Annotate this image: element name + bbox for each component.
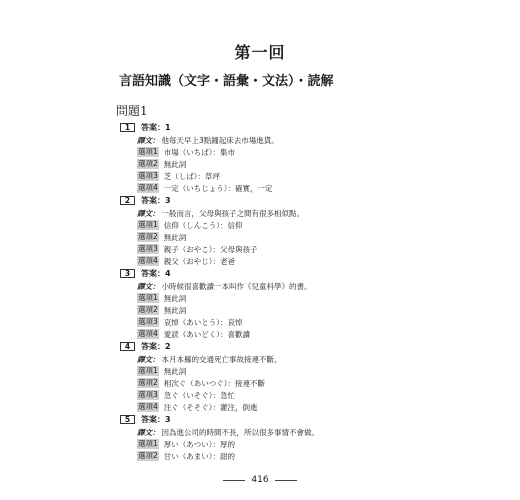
option-text: 相次ぐ（あいつぐ）：接連不斷 [163, 378, 266, 388]
option-text: 親父（おやじ）：老爸 [163, 256, 236, 266]
option-label: 選項4 [138, 402, 158, 411]
option-label: 選項2 [138, 378, 158, 387]
option-text: 無此詞 [163, 366, 187, 376]
option-label: 選項3 [138, 244, 158, 253]
question-number: 2 [120, 196, 135, 205]
question-number: 1 [120, 123, 135, 132]
option-text: 無此詞 [163, 159, 187, 169]
page-footer [0, 475, 520, 485]
translation-label: 譯文： [137, 354, 160, 364]
option-text: 無此詞 [163, 232, 187, 242]
question-number: 3 [120, 269, 135, 278]
option-text: 急ぐ（いそぐ）：急忙 [163, 390, 236, 400]
option-label: 選項3 [138, 317, 158, 326]
option-label: 選項2 [138, 451, 158, 460]
answer-label: 答案：2 [141, 342, 171, 351]
question-block [119, 340, 439, 413]
question-block [119, 413, 439, 462]
translation-label: 譯文： [137, 208, 160, 218]
translation-label: 譯文： [137, 135, 160, 145]
answer-label: 答案：4 [141, 269, 171, 278]
option-text: 無此詞 [163, 293, 187, 303]
option-label: 選項1 [138, 147, 158, 156]
answer-label: 答案：1 [141, 123, 171, 132]
option-label: 選項2 [138, 159, 158, 168]
footer-rule-right [275, 480, 297, 481]
option-label: 選項1 [138, 366, 158, 375]
option-label: 選項1 [138, 220, 158, 229]
option-text: 愛読（あいどく）：喜歡讀 [163, 329, 251, 339]
option-text: 芝（しば）：草坪 [163, 171, 221, 181]
option-text: 無此詞 [163, 305, 187, 315]
option-label: 選項4 [138, 329, 158, 338]
option-label: 選項4 [138, 256, 158, 265]
option-text: 一定（いちじょう）：確實，一定 [163, 183, 273, 193]
translation-text: 小時候很喜歡讀一本叫作《兒童科學》的書。 [161, 281, 312, 291]
page-number: 416 [251, 475, 269, 485]
option-label: 選項2 [138, 305, 158, 314]
answer-label: 答案：3 [141, 196, 171, 205]
translation-label: 譯文： [137, 281, 160, 291]
question-number: 5 [120, 415, 135, 424]
section-title: 言語知識（文字・語彙・文法）・読解 [119, 74, 334, 89]
page-title: 第一回 [234, 43, 286, 62]
answer-label: 答案：3 [141, 415, 171, 424]
option-text: 市場（いちば）：集市 [163, 147, 236, 157]
option-label: 選項1 [138, 293, 158, 302]
footer-rule-left [223, 480, 245, 481]
question-block [119, 194, 439, 267]
option-label: 選項2 [138, 232, 158, 241]
option-text: 信仰（しんこう）：信仰 [163, 220, 243, 230]
option-label: 選項3 [138, 390, 158, 399]
option-label: 選項1 [138, 439, 158, 448]
option-text: 甘い（あまい）：甜的 [163, 451, 236, 461]
question-block [119, 121, 439, 194]
option-text: 厚い（あつい）：厚的 [163, 439, 236, 449]
option-label: 選項4 [138, 183, 158, 192]
question-number: 4 [120, 342, 135, 351]
problem-heading: 問題1 [116, 104, 148, 118]
option-text: 哀悼（あいとう）：哀悼 [163, 317, 243, 327]
translation-text: 他每天早上3點鐘起床去市場進貨。 [161, 135, 279, 145]
translation-text: 因為進公司的時間不長，所以很多事情不會做。 [161, 427, 319, 437]
question-block [119, 267, 439, 340]
option-text: 注ぐ（そそぐ）：灌注，倒進 [163, 402, 258, 412]
option-label: 選項3 [138, 171, 158, 180]
translation-text: 一般而言，父母與孩子之間有很多相似點。 [161, 208, 304, 218]
translation-text: 本月本縣的交通死亡事故接連不斷。 [161, 354, 282, 364]
translation-label: 譯文： [137, 427, 160, 437]
option-text: 親子（おやこ）：父母與孩子 [163, 244, 258, 254]
